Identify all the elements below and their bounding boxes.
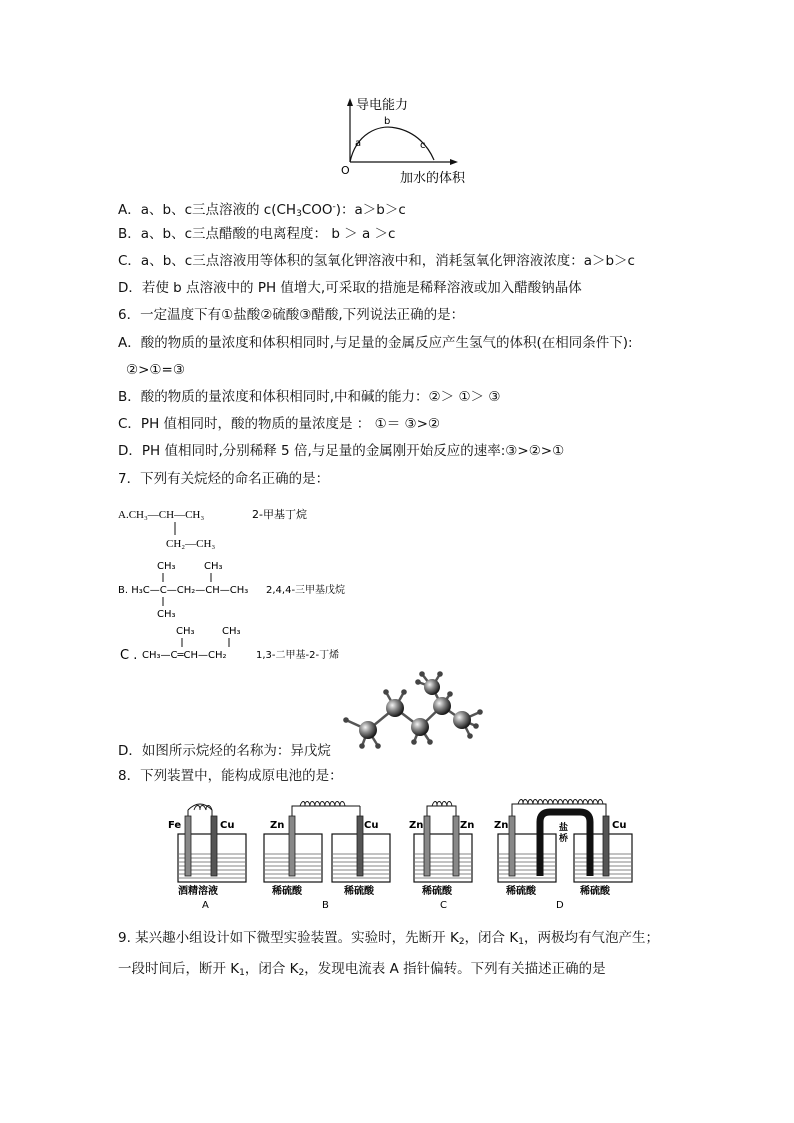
conductivity-graph: [338, 94, 478, 188]
q5-option-d: D．若使 b 点溶液中的 PH 值增大,可采取的措施是稀释溶液或加入醋酸钠晶体: [118, 280, 582, 296]
coil-b: [300, 802, 345, 807]
electrode-zn-d: [509, 816, 515, 876]
graph-xlabel: 加水的体积: [400, 171, 466, 186]
label-cu-b: Cu: [364, 820, 379, 831]
label-cu-a: Cu: [220, 820, 235, 831]
q5-option-c: C．a、b、c三点溶液用等体积的氢氧化钾溶液中和，消耗氢氧化钾溶液浓度：a＞b＞c: [118, 253, 635, 269]
q7-stem: 7．下列有关烷烃的命名正确的是：: [118, 471, 330, 487]
label-zn-c2: Zn: [460, 820, 475, 831]
q6-option-c: C．PH 值相同时，酸的物质的量浓度是 ： ①＝ ③>②: [118, 416, 441, 432]
electrode-cu-a: [211, 816, 217, 876]
y-axis-arrow: [347, 98, 353, 106]
q7-structure-b: [116, 557, 376, 621]
coil-d: [518, 800, 603, 805]
point-c-label: c: [420, 140, 426, 151]
q7-b-main: B. H₃C—C—CH₂—CH—CH₃: [118, 585, 249, 596]
q7-b-top-ch3-2: CH₃: [204, 561, 223, 572]
q6-option-a-cont: ②>①=③: [126, 362, 185, 378]
x-axis-arrow: [450, 159, 458, 165]
coil-c: [432, 802, 452, 807]
q7-structure-a: [116, 505, 356, 551]
graph-ylabel: 导电能力: [356, 98, 409, 113]
q5-option-a: A．a、b、c三点溶液的 $c(CH_3COO^-)$：a＞b＞c: [118, 202, 406, 219]
electrode-zn-b: [289, 816, 295, 876]
label-zn-b: Zn: [270, 820, 285, 831]
label-fe: Fe: [168, 820, 182, 831]
q6-stem: 6．一定温度下有①盐酸②硫酸③醋酸,下列说法正确的是：: [118, 307, 465, 323]
q7-c-label: C .: [120, 648, 138, 663]
q8-apparatus-figure: [160, 796, 640, 914]
q7-c-main: CH₃—C═CH—CH₂: [142, 650, 227, 661]
label-zn-d: Zn: [494, 820, 509, 831]
label-d: D: [556, 900, 564, 911]
label-solution-b1: 稀硫酸: [272, 886, 302, 897]
label-solution-d2: 稀硫酸: [580, 886, 610, 897]
label-solution-d1: 稀硫酸: [506, 886, 536, 897]
label-salt-bridge-1: 盐: [559, 823, 569, 833]
q9-line-1: 9. 某兴趣小组设计如下微型实验装置。实验时，先断开 $K_2$，闭合 $K_1$，两极均有气泡产生；: [118, 930, 659, 947]
q6-option-b: B．酸的物质的量浓度和体积相同时,中和碱的能力：②＞ ①＞ ③: [118, 389, 501, 405]
q7-a-name: 2-甲基丁烷: [252, 508, 307, 521]
q7-a-main: A.CH₃—CH—CH₃: [118, 509, 205, 521]
q7-b-top-ch3: CH₃: [157, 561, 176, 572]
label-c: C: [440, 900, 447, 911]
q7-c-top2: CH₃: [222, 626, 241, 637]
q7-b-name: 2,4,4-三甲基戊烷: [266, 585, 346, 596]
q6-option-d: D．PH 值相同时,分别稀释 5 倍,与足量的金属刚开始反应的速率:③>②>①: [118, 443, 565, 459]
apparatus-b: [264, 802, 390, 912]
q8-stem: 8．下列装置中，能构成原电池的是：: [118, 768, 343, 784]
graph-origin: O: [341, 164, 350, 177]
electrode-cu-b: [357, 816, 363, 876]
q9-line-2: 一段时间后，断开 $K_1$，闭合 $K_2$，发现电流表 A 指针偏转。下列有关描述正确的是: [118, 961, 606, 978]
q7-c-top1: CH₃: [176, 626, 195, 637]
apparatus-d: [494, 800, 632, 912]
q7-structure-c: [116, 622, 376, 664]
q7-option-d: D．如图所示烷烃的名称为：异戊烷: [118, 743, 331, 759]
label-cu-d: Cu: [612, 820, 627, 831]
model-carbons: [359, 679, 471, 739]
electrode-zn-c2: [453, 816, 459, 876]
label-b: B: [322, 900, 329, 911]
label-solution-a: 酒精溶液: [178, 886, 218, 897]
q7-a-branch: CH₂—CH₃: [166, 538, 216, 550]
label-solution-c: 稀硫酸: [422, 886, 452, 897]
label-a: A: [202, 900, 209, 911]
q6-option-a: A．酸的物质的量浓度和体积相同时,与足量的金属反应产生氢气的体积(在相同条件下):: [118, 335, 633, 351]
apparatus-a: [168, 804, 246, 911]
q7-ball-stick-model: [340, 670, 490, 750]
electrode-cu-d: [603, 816, 609, 876]
point-b-label: b: [384, 116, 391, 127]
q7-b-bottom-ch3: CH₃: [157, 609, 176, 620]
label-solution-b2: 稀硫酸: [344, 886, 374, 897]
label-zn-c1: Zn: [409, 820, 424, 831]
electrode-zn-c1: [424, 816, 430, 876]
apparatus-c: [409, 802, 474, 912]
label-salt-bridge-2: 桥: [559, 834, 569, 844]
q5-option-b: B．a、b、c三点醋酸的电离程度： b ＞ a ＞c: [118, 226, 396, 242]
point-a-label: a: [355, 138, 362, 149]
q7-c-name: 1,3-二甲基-2-丁烯: [256, 650, 340, 661]
electrode-fe: [185, 816, 191, 876]
